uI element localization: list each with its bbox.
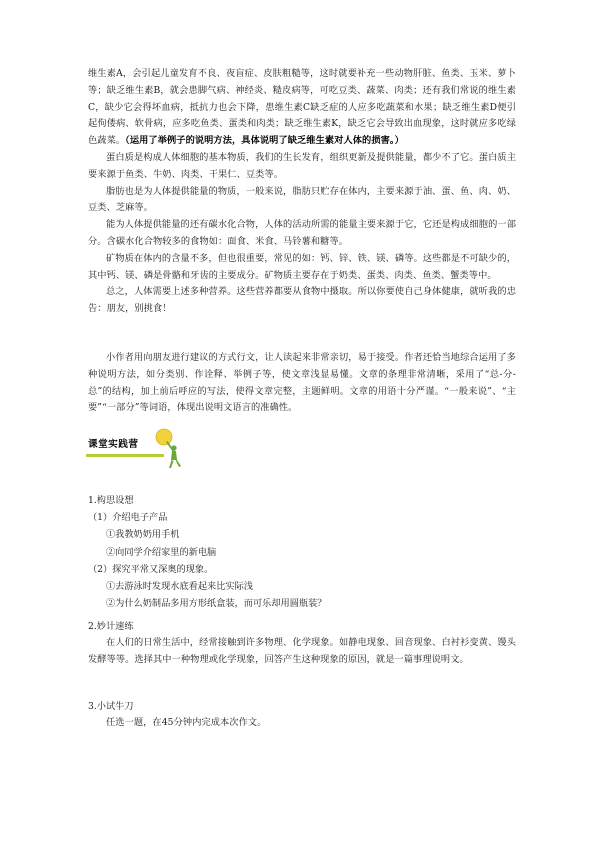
paragraph-minerals: 矿物质在体内的含量不多，但也很重要，常见的如：钙、锌、铁、镁、磷等。这些都是不可缺少的，其中钙、镁、磷是骨骼和牙齿的主要成分。矿物质主要存在于奶类、蛋类、肉类、鱼类、蟹类等中。 [88, 252, 516, 281]
paragraph-carbohydrate: 能为人体提供能量的还有碳水化合物，人体的活动所需的能量主要来源于它，它还是构成细胞的一部分。含碳水化合物较多的食物如：面食、米食、马铃薯和糖等。 [88, 219, 516, 247]
section-title-3: 3.小试牛刀 [88, 701, 134, 712]
paragraph-vitamins [88, 66, 516, 150]
section-banner [86, 424, 186, 470]
practice-section-2 [88, 618, 516, 669]
subsection-2: （2）探究平常又深奥的现象。 [88, 563, 214, 575]
section-2-text: 在人们的日常生活中，经常接触到许多物理、化学现象。如静电现象、回音现象、白衬衫变黄、馒头发酵等等。选择其中一种物理或化学现象，回答产生这种现象的原因，就是一篇事理说明文。 [88, 637, 516, 665]
subsection-1-item-2: ②向同学介绍家里的新电脑 [106, 546, 217, 558]
comment-block [88, 350, 516, 417]
subsection-2-item-1: ①去游泳时发现水底看起来比实际浅 [106, 581, 253, 593]
practice-section-1 [88, 492, 516, 612]
paragraph-fat: 脂肪也是为人体提供能量的物质，一般来说，脂肪只贮存在体内，主要来源于油、蛋、鱼、肉、奶、豆类、芝麻等。 [88, 185, 516, 214]
section-title-2: 2.妙计速练 [88, 621, 134, 632]
section-3-text: 任选一题，在45分钟内完成本次作文。 [106, 717, 267, 729]
section-title-1: 1.构思设想 [88, 495, 134, 506]
annotation-bold: （运用了举例子的说明方法，具体说明了缺乏维生素对人体的损害。） [125, 135, 404, 147]
subsection-1: （1）介绍电子产品 [88, 512, 168, 524]
subsection-2-item-2: ②为什么奶制品多用方形纸盒装，而可乐却用圆瓶装？ [106, 598, 327, 610]
article-body [88, 66, 516, 318]
paragraph-conclusion: 总之，人体需要上述多种营养。这些营养都要从食物中摄取。所以你要使自己身体健康，就听我的忠告：朋友，别挑食！ [88, 286, 516, 315]
paragraph-protein: 蛋白质是构成人体细胞的基本物质，我们的生长发育，组织更新及提供能量，都少不了它。蛋白质主要来源于鱼类、牛奶、肉类、干果仁、豆类等。 [88, 151, 516, 180]
subsection-1-item-1: ①我教奶奶用手机 [106, 529, 180, 541]
paragraph-vitamins-text: 维生素A，会引起儿童发育不良、夜盲症、皮肤粗糙等，这时就要补充一些动物肝脏、鱼类、玉米、萝卜等；缺乏维生素B，就会患脚气病、神经炎、糙皮病等，可吃豆类、蔬菜、肉类；还有我们常说的维生素C，缺少它会得坏血病，抵抗力也会下降，患维生素C缺乏症的人应多吃蔬菜和水果；缺乏维生素D便引起佝偻病、软骨病，应多吃鱼类、蛋类和肉类；缺乏维生素K，缺乏它会导致出血现象，这时就应多吃绿色蔬菜。 [88, 68, 516, 147]
comment-paragraph: 小作者用向朋友进行建议的方式行文，让人读起来非常亲切，易于接受。作者还恰当地综合运用了多种说明方法，如分类别、作诠释、举例子等，使文章浅显易懂。文章的条理非常清晰，采用了“总-分-总”的结构，加上前后呼应的写法，使得文章完整，主题鲜明。文章的用语十分严谨。“一般来说”、“主要”“一部分”等词语，体现出说明文语言的准确性。 [88, 352, 516, 414]
banner-label: 课堂实践营 [88, 439, 139, 450]
practice-section-3 [88, 698, 516, 732]
